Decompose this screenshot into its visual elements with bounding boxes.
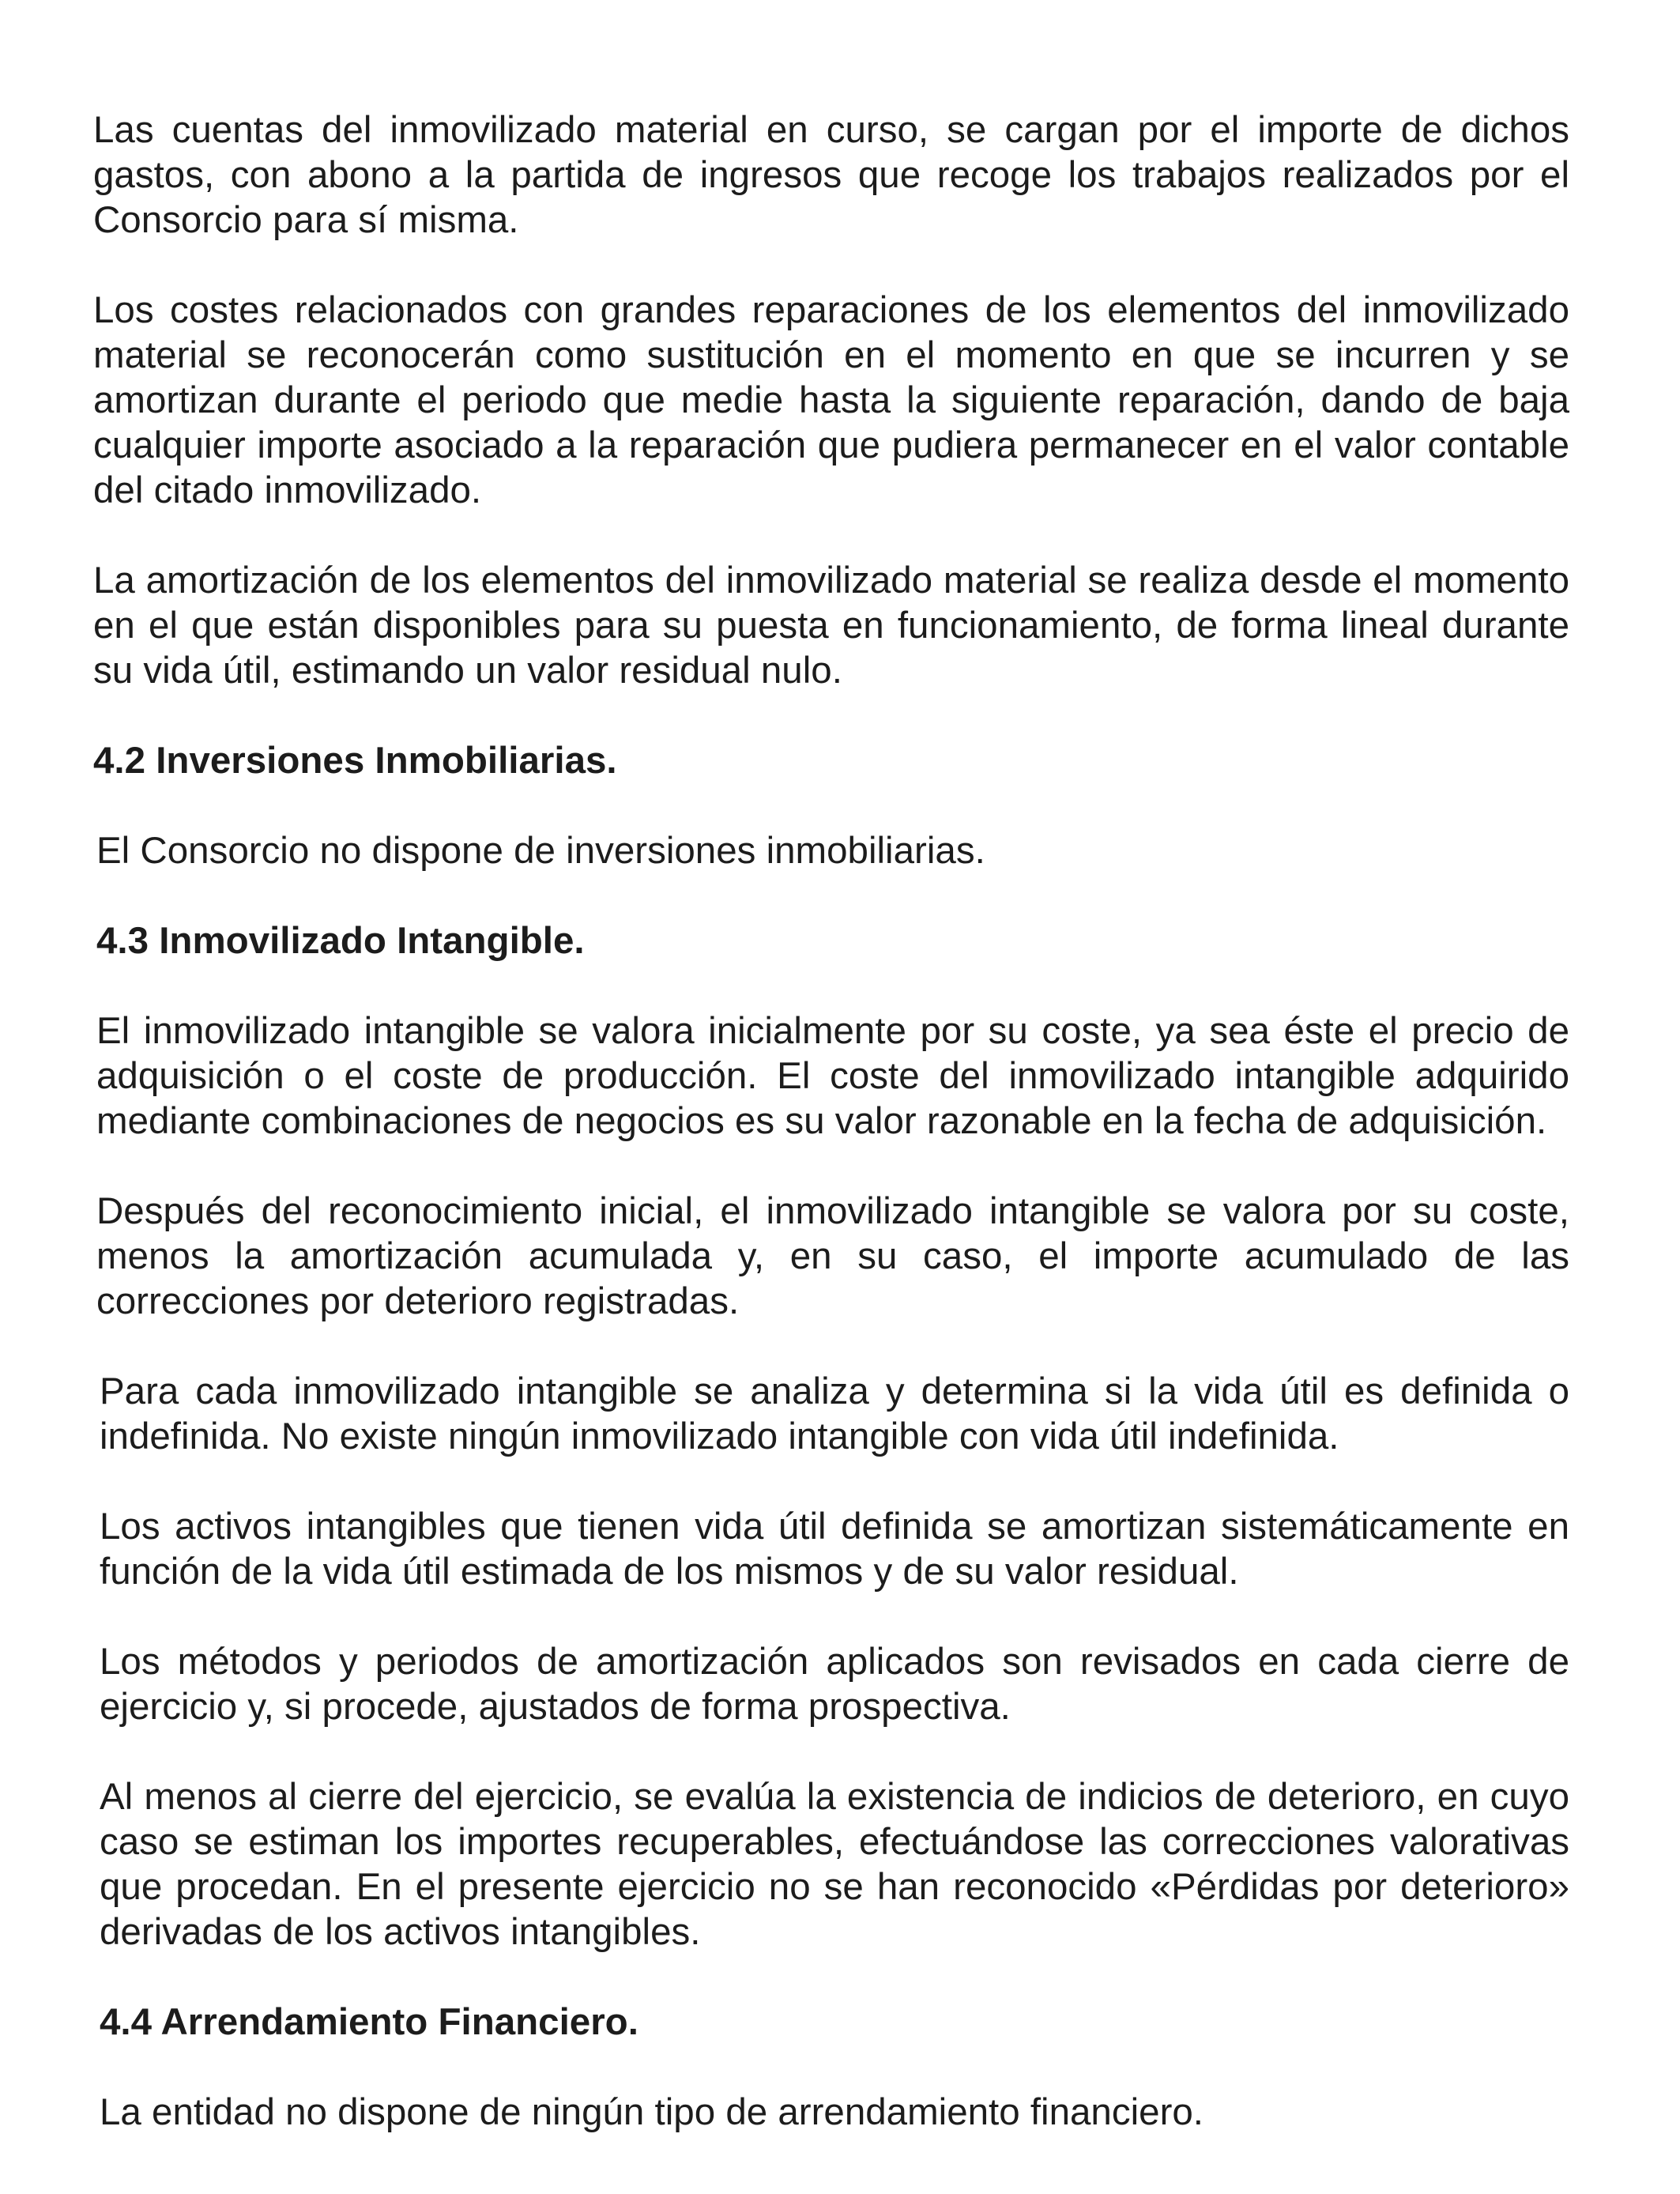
section-heading-inmovilizado-intangible: 4.3 Inmovilizado Intangible. <box>96 920 585 962</box>
paragraph-metodos-amortizacion: Los métodos y periodos de amortización aplicados son revisados en cada cierre de ejercicio y, si procede, ajustados de forma prospectiva. <box>100 1641 1569 1728</box>
paragraph-inmovilizado-en-curso: Las cuentas del inmovilizado material en curso, se cargan por el importe de dichos gastos, con abono a la partida de ingresos que recoge los trabajos realizados por el Consorcio para sí misma. <box>93 109 1569 241</box>
paragraph-amortizacion-intangibles: Los activos intangibles que tienen vida útil definida se amortizan sistemáticamente en función de la vida útil estimada de los mismos y de su valor residual. <box>100 1506 1569 1593</box>
paragraph-sin-inversiones-inmobiliarias: El Consorcio no dispone de inversiones inmobiliarias. <box>96 830 985 872</box>
paragraph-reconocimiento-posterior: Después del reconocimiento inicial, el inmovilizado intangible se valora por su coste, menos la amortización acumulada y, en su caso, el importe acumulado de las correcciones por deterioro registradas. <box>96 1190 1569 1322</box>
section-heading-inversiones-inmobiliarias: 4.2 Inversiones Inmobiliarias. <box>93 740 617 782</box>
paragraph-deterioro: Al menos al cierre del ejercicio, se evalúa la existencia de indicios de deterioro, en cuyo caso se estiman los importes recuperables, efectuándose las correcciones valorativas que procedan. En el presente ejercicio no se han reconocido «Pérdidas por deterioro» derivadas de los activos intangibles. <box>100 1776 1569 1953</box>
paragraph-sin-arrendamiento: La entidad no dispone de ningún tipo de arrendamiento financiero. <box>100 2091 1204 2133</box>
paragraph-valoracion-inicial: El inmovilizado intangible se valora inicialmente por su coste, ya sea éste el precio de adquisición o el coste de producción. El coste del inmovilizado intangible adquirido mediante combinaciones de negocios es su valor razonable en la fecha de adquisición. <box>96 1010 1569 1142</box>
paragraph-amortizacion-material: La amortización de los elementos del inmovilizado material se realiza desde el momento en el que están disponibles para su puesta en funcionamiento, de forma lineal durante su vida útil, estimando un valor residual nulo. <box>93 560 1569 692</box>
paragraph-vida-util: Para cada inmovilizado intangible se analiza y determina si la vida útil es definida o indefinida. No existe ningún inmovilizado intangible con vida útil indefinida. <box>100 1370 1569 1457</box>
section-heading-arrendamiento-financiero: 4.4 Arrendamiento Financiero. <box>100 2001 638 2043</box>
paragraph-grandes-reparaciones: Los costes relacionados con grandes reparaciones de los elementos del inmovilizado material se reconocerán como sustitución en el momento en que se incurren y se amortizan durante el periodo que medie hasta la siguiente reparación, dando de baja cualquier importe asociado a la reparación que pudiera permanecer en el valor contable del citado inmovilizado. <box>93 289 1569 511</box>
document-body <box>93 107 1569 2180</box>
